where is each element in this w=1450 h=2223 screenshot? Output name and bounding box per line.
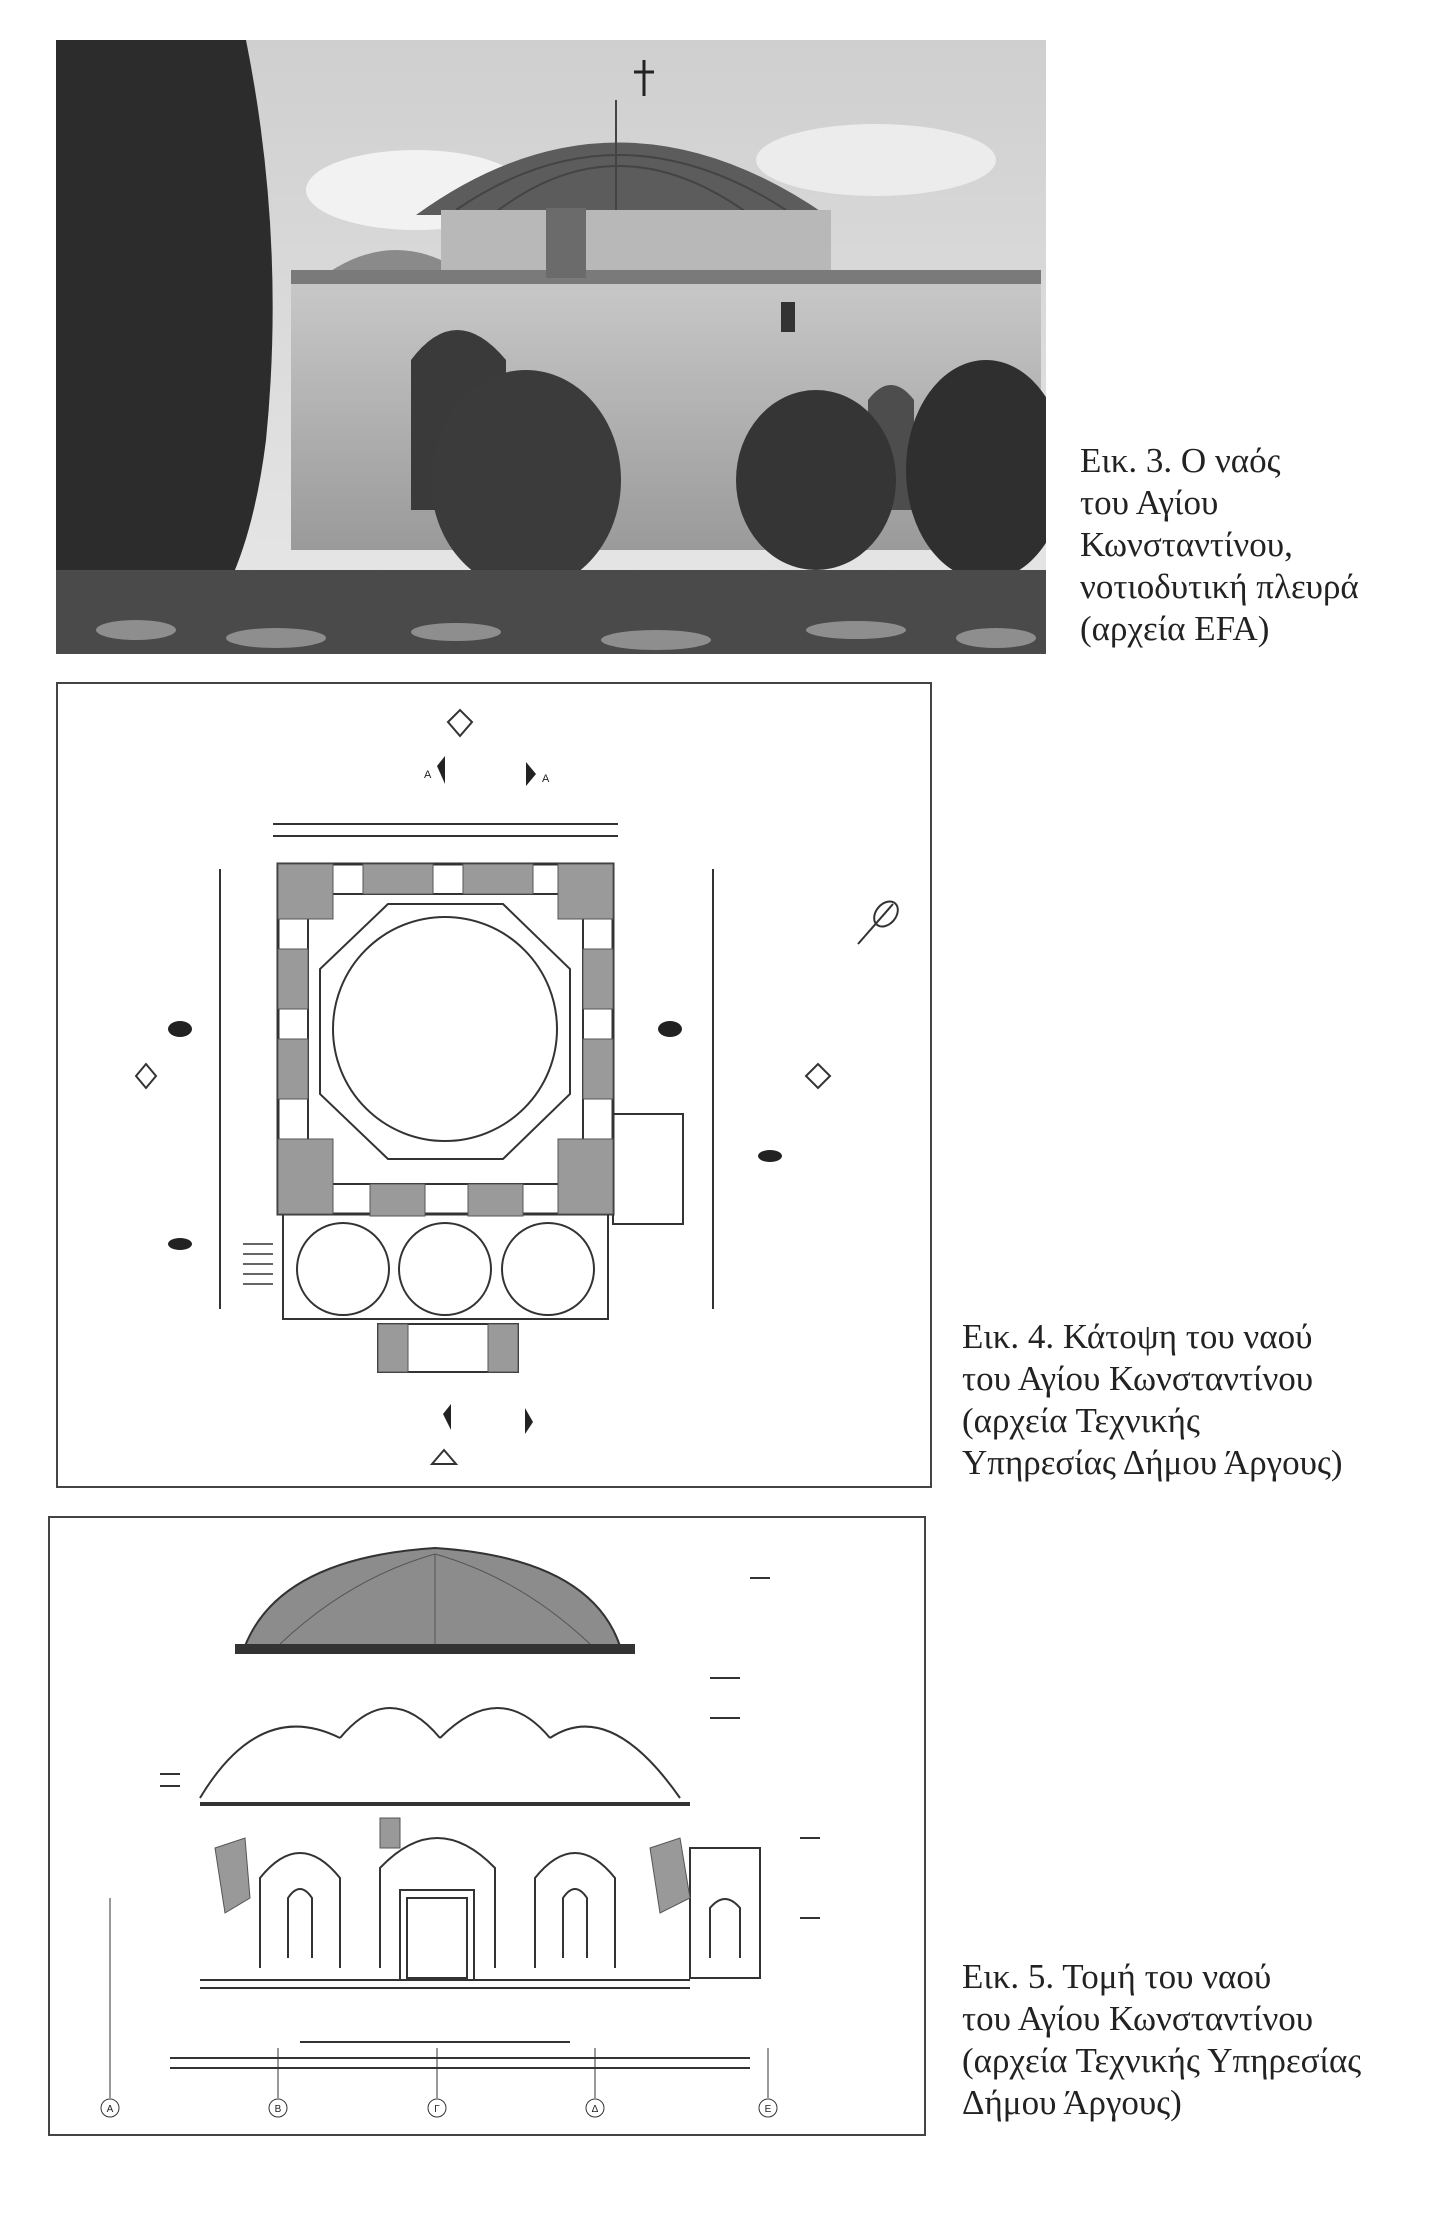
floor-plan-figure — [56, 682, 932, 1488]
caption-line: Εικ. 4. Κάτοψη του ναού — [962, 1317, 1313, 1356]
figure-3-caption — [1080, 440, 1359, 650]
section-marker-icon — [437, 756, 445, 784]
grid-label: A — [106, 2104, 114, 2115]
west-marker-icon — [136, 1064, 156, 1088]
caption-line: (αρχεία Τεχνικής — [962, 1401, 1200, 1440]
section-label: A — [542, 773, 550, 785]
caption-line: Κωνσταντίνου, — [1080, 525, 1293, 564]
south-marker-icon — [432, 1450, 456, 1464]
figure-5-caption — [962, 1956, 1361, 2124]
church-photo-illustration — [56, 40, 1046, 654]
grid-label: B — [274, 2104, 282, 2115]
caption-line: (αρχεία Τεχνικής Υπηρεσίας — [962, 2041, 1362, 2080]
section-marker-icon — [168, 1021, 192, 1037]
section-label: A — [424, 769, 432, 781]
section-marker-icon — [443, 1404, 451, 1430]
east-marker-icon — [806, 1064, 830, 1088]
section-drawing-figure — [48, 1516, 926, 2136]
caption-line: του Αγίου — [1080, 483, 1219, 522]
floor-plan-drawing — [58, 684, 930, 1486]
caption-line: του Αγίου Κωνσταντίνου — [962, 1999, 1314, 2038]
section-drawing — [50, 1518, 924, 2134]
section-marker-icon — [758, 1150, 782, 1162]
section-marker-icon — [525, 1408, 533, 1434]
section-marker-icon — [526, 762, 536, 786]
caption-line: του Αγίου Κωνσταντίνου — [962, 1359, 1314, 1398]
caption-line: Εικ. 3. Ο ναός — [1080, 441, 1281, 480]
section-marker-icon — [168, 1238, 192, 1250]
caption-line: νοτιοδυτική πλευρά — [1080, 567, 1359, 606]
section-marker-icon — [658, 1021, 682, 1037]
caption-line: (αρχεία ΕFA) — [1080, 609, 1270, 648]
caption-line: Εικ. 5. Τομή του ναού — [962, 1957, 1272, 1996]
church-photograph — [56, 40, 1046, 654]
north-arrow-icon — [448, 710, 472, 736]
caption-line: Δήμου Άργους) — [962, 2083, 1182, 2122]
grid-label: Γ — [434, 2104, 440, 2115]
grid-label: E — [764, 2104, 772, 2115]
grid-label: Δ — [591, 2104, 599, 2115]
caption-line: Υπηρεσίας Δήμου Άργους) — [962, 1443, 1343, 1482]
figure-4-caption — [962, 1316, 1343, 1484]
